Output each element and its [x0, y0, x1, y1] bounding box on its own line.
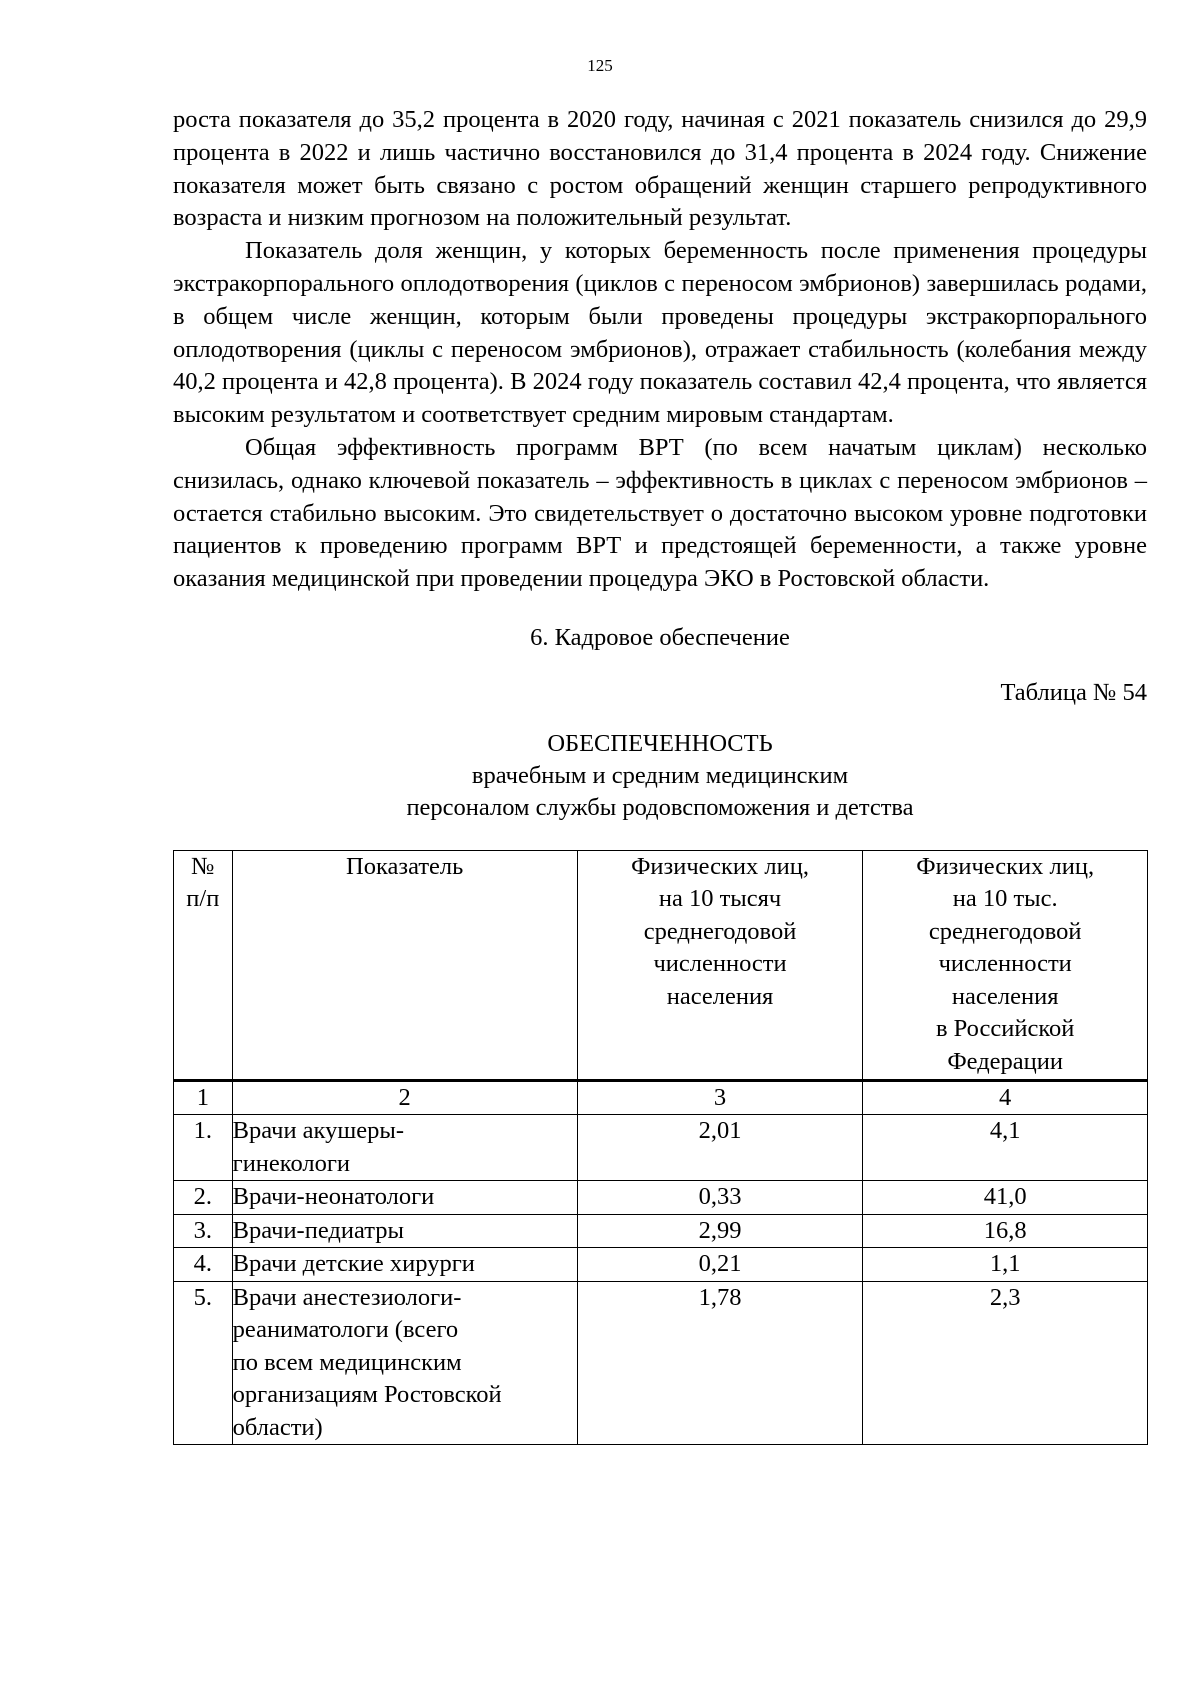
row-number: 2. [174, 1181, 233, 1215]
header-russia-line: на 10 тыс. [952, 885, 1058, 913]
row-indicator [232, 1214, 577, 1248]
row-indicator [232, 1281, 577, 1445]
row-number: 4. [174, 1248, 233, 1282]
table-row [174, 1115, 1148, 1181]
table-caption [173, 728, 1147, 824]
row-number: 3. [174, 1214, 233, 1248]
header-russia-line: населения [951, 982, 1059, 1010]
table-row [174, 1214, 1148, 1248]
row-russia-value: 4,1 [863, 1115, 1148, 1181]
table-caption-subtitle-1: врачебным и средним медицинским [471, 761, 849, 789]
header-russia-line: Федерации [947, 1047, 1064, 1075]
row-russia-value: 1,1 [863, 1248, 1148, 1282]
header-region-line: среднегодовой [643, 917, 797, 945]
paragraph-continuation: роста показателя до 35,2 процента в 2020 году, начиная с 2021 показатель снизился до 29,9 процента в 2022 и лишь частично восстановился до 31,4 процента в 2024 году. Снижение показателя может быть связано с ростом обращений женщин старшего репродуктивного возраста и низким прогнозом на положительный результат. [173, 106, 1147, 232]
row-indicator-line: гинекологи [232, 1149, 351, 1177]
header-indicator-line: Показатель [346, 852, 464, 880]
row-region-value: 2,01 [577, 1115, 863, 1181]
table-caption-subtitle-2: персоналом службы родовспоможения и детства [406, 793, 914, 821]
table-row [174, 1281, 1148, 1445]
header-region [577, 850, 863, 1080]
row-russia-value: 16,8 [863, 1214, 1148, 1248]
row-indicator-line: Врачи акушеры- [232, 1117, 404, 1145]
table-row [174, 1248, 1148, 1282]
paragraph-eco-births: Показатель доля женщин, у которых беременность после применения процедуры экстракорпорального оплодотворения (циклов с переносом эмбрионов) завершилась родами, в общем числе женщин, которым были проведены процедуры экстракорпорального оплодотворения (циклы с переносом эмбрионов), отражает стабильность (колебания между 40,2 процента и 42,8 процента). В 2024 году показатель составил 42,4 процента, что является высоким результатом и соответствует средним мировым стандартам. [173, 237, 1147, 429]
header-russia-line: среднегодовой [928, 917, 1082, 945]
page-number: 125 [587, 56, 613, 75]
row-indicator-line: Врачи-неонатологи [232, 1183, 435, 1211]
document-body [173, 104, 1147, 1445]
header-number-line: п/п [186, 885, 220, 913]
row-region-value: 0,33 [577, 1181, 863, 1215]
header-region-line: на 10 тысяч [658, 885, 782, 913]
row-region-value: 2,99 [577, 1214, 863, 1248]
row-indicator-line: организациям Ростовской [232, 1381, 502, 1409]
header-number [174, 850, 233, 1080]
header-region-line: численности [653, 950, 787, 978]
row-russia-value: 41,0 [863, 1181, 1148, 1215]
row-indicator-line: Врачи-педиатры [232, 1216, 404, 1244]
row-indicator [232, 1248, 577, 1282]
row-region-value: 0,21 [577, 1248, 863, 1282]
header-region-line: Физических лиц, [631, 852, 809, 880]
row-indicator-line: Врачи анестезиологи- [232, 1283, 462, 1311]
row-number: 1. [174, 1115, 233, 1181]
header-russia-line: численности [938, 950, 1072, 978]
table-header-row [174, 850, 1148, 1080]
column-number: 2 [232, 1080, 577, 1115]
table-caption-title: ОБЕСПЕЧЕННОСТЬ [547, 729, 773, 757]
header-russia [863, 850, 1148, 1080]
row-russia-value: 2,3 [863, 1281, 1148, 1445]
row-region-value: 1,78 [577, 1281, 863, 1445]
column-number: 1 [174, 1080, 233, 1115]
row-indicator-line: по всем медицинским [232, 1348, 462, 1376]
table-number: Таблица № 54 [1000, 678, 1147, 706]
header-number-line: № [191, 852, 215, 880]
header-region-line: населения [666, 982, 774, 1010]
row-indicator-line: реаниматологи (всего [232, 1316, 459, 1344]
row-indicator [232, 1115, 577, 1181]
table-row [174, 1181, 1148, 1215]
section-heading: 6. Кадровое обеспечение [530, 623, 790, 651]
header-russia-line: Физических лиц, [916, 852, 1095, 880]
column-number-row [174, 1080, 1148, 1115]
row-number: 5. [174, 1281, 233, 1445]
staffing-table [173, 850, 1148, 1446]
row-indicator-line: Врачи детские хирурги [232, 1250, 475, 1278]
header-indicator [232, 850, 577, 1080]
header-russia-line: в Российской [935, 1015, 1075, 1043]
paragraph-art-efficiency: Общая эффективность программ ВРТ (по всем начатым циклам) несколько снизилась, однако ключевой показатель – эффективность в циклах с переносом эмбрионов – остается стабильно высоким. Это свидетельствует о достаточно высоком уровне подготовки пациентов к проведению программ ВРТ и предстоящей беременности, а также уровне оказания медицинской при проведении процедура ЭКО в Ростовской области. [173, 433, 1147, 593]
row-indicator [232, 1181, 577, 1215]
column-number: 3 [577, 1080, 863, 1115]
row-indicator-line: области) [232, 1413, 323, 1441]
column-number: 4 [863, 1080, 1148, 1115]
